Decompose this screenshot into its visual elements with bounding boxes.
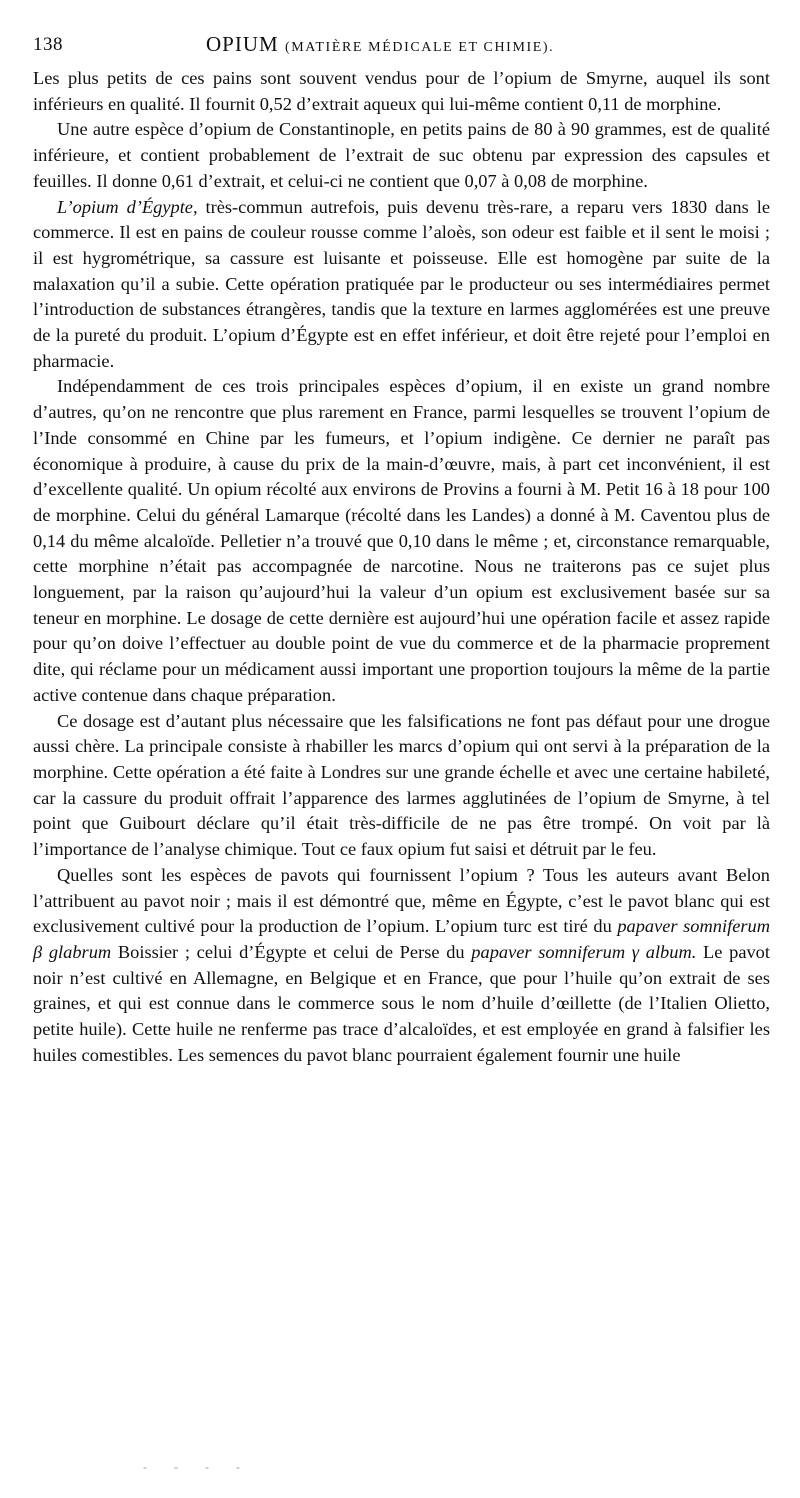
paragraph: [33, 195, 770, 375]
paragraph: [33, 117, 770, 194]
page-number: 138: [33, 34, 63, 55]
text-segment: Indépendamment de ces trois principales espèces d’opium, il en existe un grand nombre d’autres, qu’on ne rencontre que plus rarement en France, parmi lesquelles se trouvent l’opium de l’Inde consommé en Chine par les fumeurs, et l’opium indigène. Ce dernier ne paraît pas économique à produire, à cause du prix de la main-d’œuvre, mais, à part cet inconvénient, il est d’excellente qualité. Un opium récolté aux environs de Provins a fourni à M. Petit 16 à 18 pour 100 de morphine. Celui du général Lamarque (récolté dans les Landes) a donné à M. Caventou plus de 0,14 du même alcaloïde. Pelletier n’a trouvé que 0,10 dans le même ; et, circonstance remarquable, cette morphine n’était pas accompagnée de narcotine. Nous ne traiterons pas ce sujet plus longuement, par la raison qu’aujourd’hui la valeur d’un opium est exclusivement basée sur sa teneur en morphine. Le dosage de cette dernière est aujourd’hui une opération facile et assez rapide pour qu’on doive l’effectuer au double point de vue du commerce et de la pharmacie proprement dite, qui réclame pour un médicament aussi important une proportion toujours la même de la partie active contenue dans chaque préparation.: [33, 376, 770, 705]
text-segment: Le pavot noir n’est cultivé en Allemagne, en Belgique et en France, que pour l’huile qu’on extrait de ses graines, et qui est connue dans le commerce sous le nom d’huile d’œillette (de l’Italien Olietto, petite huile). Cette huile ne renferme pas trace d’alcaloïdes, et est employée en grand à falsifier les huiles comestibles. Les semences du pavot blanc pourraient également fournir une huile: [33, 941, 770, 1065]
text-segment: Ce dosage est d’autant plus nécessaire que les falsifications ne font pas défaut pour une drogue aussi chère. La principale consiste à rhabiller les marcs d’opium qui ont servi à la préparation de la morphine. Cette opération a été faite à Londres sur une grande échelle et avec une certaine habileté, car la cassure du produit offrait l’apparence des larmes agglutinées de l’opium de Smyrne, à tel point que Guibourt déclare qu’il était très-difficile de ne pas être trompé. On voit par là l’importance de l’analyse chimique. Tout ce faux opium fut saisi et détruit par le feu.: [33, 710, 770, 860]
text-segment: Quelles sont les espèces de pavots qui fournissent l’opium ? Tous les auteurs avant Belon l’attribuent au pavot noir ; mais il est démontré que, même en Égypte, c’est le pavot blanc qui est exclusivement cultivé pour la production de l’opium. L’opium turc est tiré du: [33, 864, 770, 937]
italic-segment: papaver somniferum β glabrum: [33, 916, 770, 962]
paragraph: [33, 66, 770, 117]
book-page: [33, 30, 770, 1068]
text-segment: très-commun autrefois, puis devenu très-rare, a reparu vers 1830 dans le commerce. Il est en pains de couleur rousse comme l’aloès, son odeur est faible et il sent le moisi ; il est hygrométrique, sa cassure est luisante et poisseuse. Elle est homogène par suite de la malaxation qu’il a subie. Cette opération pratiquée par le producteur ou ses intermédiaires permet l’introduction de substances étrangères, tandis que la texture en larmes agglomérées est une preuve de la pureté du produit. L’opium d’Égypte est en effet inférieur, et doit être rejeté pour l’emploi en pharmacie.: [33, 196, 770, 371]
italic-segment: papaver somniferum γ album.: [471, 941, 697, 962]
text-segment: Une autre espèce d’opium de Constantinople, en petits pains de 80 à 90 grammes, est de qualité inférieure, et contient probablement de l’extrait de suc obtenu par expression des capsules et feuilles. Il donne 0,61 d’extrait, et celui-ci ne contient que 0,07 à 0,08 de morphine.: [33, 119, 770, 191]
paragraph: [33, 709, 770, 863]
running-head: [206, 32, 554, 57]
running-head-title: OPIUM: [206, 32, 279, 56]
text-segment: Les plus petits de ces pains sont souvent vendus pour de l’opium de Smyrne, auquel ils sont inférieurs en qualité. Il fournit 0,52 d’extrait aqueux qui lui-même contient 0,11 de morphine.: [33, 68, 770, 114]
paragraph: [33, 374, 770, 708]
text-segment: Boissier ; celui d’Égypte et celui de Perse du: [111, 941, 472, 962]
running-head-subtitle: (MATIÈRE MÉDICALE ET CHIMIE).: [284, 40, 555, 55]
body-text: [33, 66, 770, 1068]
page-edge-mark: - - - -: [143, 1460, 252, 1474]
italic-segment: L’opium d’Égypte,: [57, 196, 198, 217]
page-header: [33, 30, 770, 66]
paragraph: [33, 863, 770, 1069]
